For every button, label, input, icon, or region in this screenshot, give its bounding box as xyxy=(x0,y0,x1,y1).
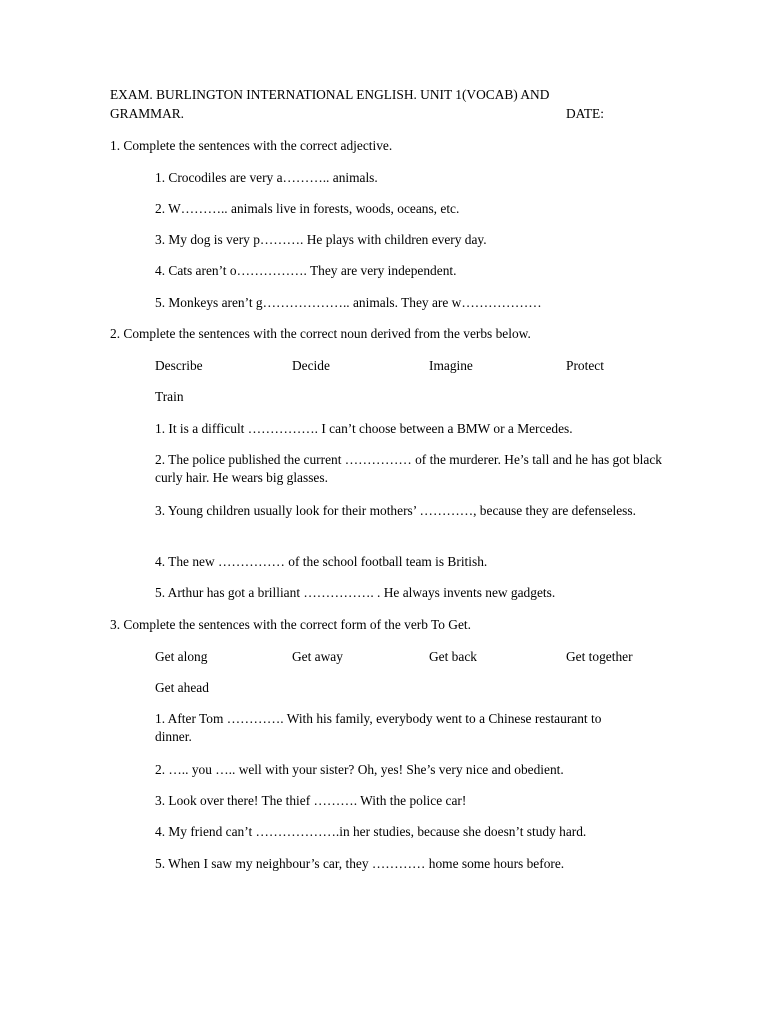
section-3-item: 3. Look over there! The thief ………. With the police car! xyxy=(155,793,467,808)
word-bank-item: Train xyxy=(155,389,184,404)
section-3-instruction: 3. Complete the sentences with the correct form of the verb To Get. xyxy=(110,617,471,632)
word-bank-item: Describe xyxy=(155,358,203,373)
section-1-item: 5. Monkeys aren’t g……………….. animals. They are w……………… xyxy=(155,295,542,310)
word-bank-item: Decide xyxy=(292,358,330,373)
word-bank-item: Get away xyxy=(292,649,343,664)
section-1-item: 2. W……….. animals live in forests, woods, oceans, etc. xyxy=(155,201,460,216)
section-2-item: 2. The police published the current …………… of the murderer. He’s tall and he has got black curly hair. He wears big glasses. xyxy=(155,452,662,485)
exam-title-line-1: EXAM. BURLINGTON INTERNATIONAL ENGLISH. UNIT 1(VOCAB) AND xyxy=(110,87,550,102)
section-2-instruction: 2. Complete the sentences with the correct noun derived from the verbs below. xyxy=(110,326,531,341)
section-1-item: 3. My dog is very p………. He plays with children every day. xyxy=(155,232,487,247)
section-2-item: 4. The new …………… of the school football team is British. xyxy=(155,554,488,569)
word-bank-item: Get back xyxy=(429,649,477,664)
section-2-item: 3. Young children usually look for their mothers’ …………, because they are defenseless. xyxy=(155,503,636,518)
section-1-item: 4. Cats aren’t o……………. They are very independent. xyxy=(155,263,457,278)
section-2-item: 5. Arthur has got a brilliant ……………. . He always invents new gadgets. xyxy=(155,585,556,600)
word-bank-item: Protect xyxy=(566,358,604,373)
word-bank-item: Get together xyxy=(566,649,633,664)
section-3-item: 1. After Tom …………. With his family, everybody went to a Chinese restaurant to dinner. xyxy=(155,711,602,744)
date-label: DATE: xyxy=(566,106,604,121)
word-bank-item: Get ahead xyxy=(155,680,209,695)
section-3-item: 2. ….. you ….. well with your sister? Oh, yes! She’s very nice and obedient. xyxy=(155,762,564,777)
section-2-item: 1. It is a difficult ……………. I can’t choose between a BMW or a Mercedes. xyxy=(155,421,573,436)
section-3-item: 4. My friend can’t ……………….in her studies, because she doesn’t study hard. xyxy=(155,824,587,839)
exam-title-line-2: GRAMMAR. xyxy=(110,106,185,121)
word-bank-item: Get along xyxy=(155,649,208,664)
section-1-item: 1. Crocodiles are very a……….. animals. xyxy=(155,170,378,185)
section-3-item: 5. When I saw my neighbour’s car, they ………… home some hours before. xyxy=(155,856,565,871)
section-1-instruction: 1. Complete the sentences with the correct adjective. xyxy=(110,138,393,153)
word-bank-item: Imagine xyxy=(429,358,473,373)
